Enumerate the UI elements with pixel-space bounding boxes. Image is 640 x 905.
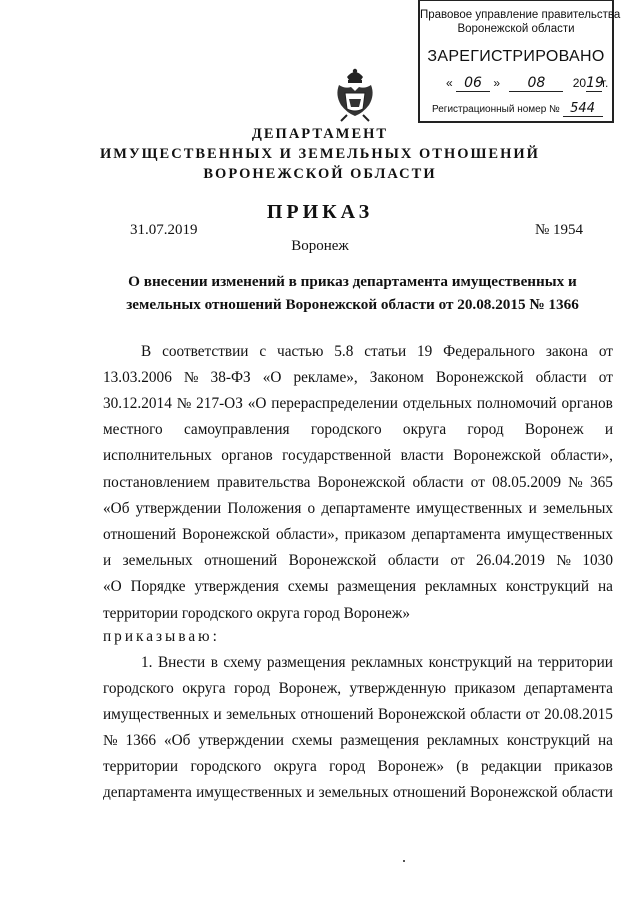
body-line [103,605,613,623]
body-word: на [517,654,533,671]
body-word: Воронежской [317,474,406,491]
body-line [141,654,613,672]
body-word: № [103,732,118,749]
body-line [103,395,613,413]
body-word: и [306,784,315,801]
body-word: имущественных [506,526,613,543]
body-line [103,680,613,698]
body-word: о [307,500,316,517]
stamp-reg [432,101,603,117]
body-word: от [470,474,485,491]
body-word: конструкций [428,654,512,671]
body-word: Воронежской [435,369,524,386]
body-word: город [329,758,366,775]
body-word: округа [273,758,317,775]
body-word: земельных [226,706,297,723]
body-word: приказом [454,680,516,697]
body-word: и [213,706,222,723]
body-word: области [561,784,613,801]
body-word: государственной [282,447,392,464]
body-line [103,628,613,646]
body-word: области [412,474,464,491]
body-word: Воронежской [470,784,558,801]
body-word: органов [221,447,273,464]
department-title-line2: ИМУЩЕСТВЕННЫХ И ЗЕМЕЛЬНЫХ ОТНОШЕНИЙ [100,146,540,162]
body-word: рекламе», [293,369,358,386]
body-word: правительства [216,474,311,491]
body-word: от [525,706,540,723]
stamp-quote-close: » [493,76,501,90]
body-word: 365 [589,474,613,491]
body-word: городского [310,421,382,438]
body-word: статьи [364,343,407,360]
body-word: от [450,552,465,569]
body-word: 1. [141,654,153,671]
body-word: на [597,732,613,749]
body-word: полномочий [476,395,557,412]
body-word: органов [561,395,613,412]
body-word: 38-ФЗ [210,369,251,386]
department-title-line1: ДЕПАРТАМЕНТ [251,126,389,142]
body-word: отношений [204,552,278,569]
body-text: территории городского округа город Воронеж» [103,605,410,622]
body-line [141,343,613,361]
body-word: городского [103,680,174,697]
body-word: Воронежской [182,526,270,543]
body-line [103,474,613,492]
body-word: городского [190,758,262,775]
stamp-year-suffix: 19 [586,75,604,91]
body-word: город [467,421,504,438]
body-word: Воронежской [288,552,377,569]
page-mark [403,860,405,862]
stamp-quote-open: « [446,76,453,90]
body-word: конструкций [505,578,590,595]
body-word: 19 [417,343,433,360]
body-word: рекламных [424,578,497,595]
body-word: 20.08.2015 [544,706,613,723]
body-word: местного [103,421,163,438]
body-word: Федерального [443,343,535,360]
body-line [103,784,613,802]
body-word: земельных [122,552,193,569]
body-word: редакции [480,758,542,775]
stamp-org-line2: Воронежской области [457,23,575,35]
body-word: город [233,680,271,697]
body-word: утверждении [198,732,284,749]
body-word: от [598,369,613,386]
body-line [103,758,613,776]
body-word: утверждения [194,578,279,595]
stamp-year-prefix: 20 [572,76,587,90]
body-word: области [387,552,439,569]
body-word: Положения [227,500,302,517]
body-word: области [535,369,587,386]
body-text: приказываю: [103,628,220,645]
body-word: 30.12.2014 [103,395,172,412]
body-line [103,500,613,518]
body-word: Воронеж [524,421,584,438]
body-word: частью [277,343,324,360]
body-line [103,369,613,387]
body-word: и [103,552,112,569]
document-type: ПРИКАЗ [266,201,374,223]
body-word: 5.8 [334,343,354,360]
body-word: на [597,578,613,595]
body-word: размещения [340,732,419,749]
stamp-date [446,75,608,92]
body-word: «Об [103,500,130,517]
body-word: № [183,369,199,386]
body-word: 217-ОЗ [196,395,243,412]
body-word: соответствии [162,343,249,360]
body-word: В [141,343,152,360]
body-word: власти [400,447,444,464]
department-title-line3: ВОРОНЕЖСКОЙ ОБЛАСТИ [203,166,437,182]
body-word: 13.03.2006 [103,369,172,386]
body-word: № [176,395,192,412]
body-word: Законом [369,369,424,386]
body-word: закона [545,343,588,360]
stamp-registered: ЗАРЕГИСТРИРОВАНО [427,48,605,65]
registration-stamp [418,0,621,123]
body-line [103,578,613,596]
body-word: «О [262,369,282,386]
body-word: области», [275,526,339,543]
body-word: «О [103,578,122,595]
stamp-reg-number: 544 [563,101,603,117]
body-word: рекламных [351,654,424,671]
body-word: земельных [318,784,389,801]
body-word: территории [103,758,179,775]
body-line [103,706,613,724]
body-word: Воронеж» [377,758,444,775]
body-word: «Об [163,732,191,749]
body-word: Внести [157,654,206,671]
stamp-month: 08 [509,75,563,92]
body-word: приказов [554,758,613,775]
stamp-year-end: г. [602,76,609,90]
body-line [103,552,613,570]
body-word: в [210,654,218,671]
body-word: исполнительных [103,447,212,464]
body-word: приказом [344,526,406,543]
body-word: размещения [266,654,346,671]
body-word: отношений [392,784,466,801]
body-word: 1030 [582,552,613,569]
body-word: с [259,343,267,360]
body-word: конструкций [506,732,591,749]
body-word: Воронежской [377,706,466,723]
body-line [103,447,613,465]
body-word: «О [247,395,267,412]
stamp-org-line1: Правовое управление правительства [420,9,621,21]
order-city: Воронеж [291,238,349,254]
body-word: округа [402,421,447,438]
body-word: имущественных [196,784,303,801]
body-word: департамента [411,526,501,543]
body-word: схемы [291,732,333,749]
body-word: и [604,421,613,438]
body-line [103,732,613,750]
body-word: имущественных [416,500,523,517]
stamp-day: 06 [456,75,490,92]
body-word: области [470,706,522,723]
body-word: № [556,552,571,569]
body-word: 26.04.2019 [476,552,545,569]
body-word: перераспределении [271,395,398,412]
body-word: самоуправления [183,421,290,438]
body-word: отношений [103,526,177,543]
body-word: размещения [337,578,417,595]
body-word: и [528,500,537,517]
order-number: № 1954 [535,222,584,238]
body-word: утверждении [135,500,222,517]
body-word: 1366 [125,732,157,749]
body-line [103,421,613,439]
order-date: 31.07.2019 [130,222,198,238]
body-word: департамента [523,680,613,697]
body-word: постановлением [103,474,210,491]
body-word: схему [223,654,262,671]
body-word: 08.05.2009 [492,474,561,491]
body-word: земельных [542,500,613,517]
body-word: рекламных [426,732,499,749]
body-word: округа [182,680,226,697]
body-word: отношений [300,706,374,723]
body-word: департамента [103,784,192,801]
body-word: (в [456,758,469,775]
coat-of-arms-icon [333,63,377,123]
body-word: от [598,343,613,360]
stamp-reg-label: Регистрационный номер № [432,104,560,115]
body-line [103,526,613,544]
body-word: Порядке [130,578,186,595]
body-word: территории [537,654,613,671]
body-word: отдельных [402,395,472,412]
body-word: области», [550,447,613,464]
body-word: утвержденную [349,680,447,697]
body-word: имущественных [103,706,210,723]
body-word: Воронежской [453,447,541,464]
body-word: департаменте [321,500,411,517]
order-title: О внесении изменений в приказ департамента имущественных и земельных отношений Воронежской области от 20.08.2015 № 1366 [126,273,579,313]
body-word: схемы [287,578,329,595]
body-word: Воронеж, [278,680,342,697]
body-word: № [568,474,583,491]
